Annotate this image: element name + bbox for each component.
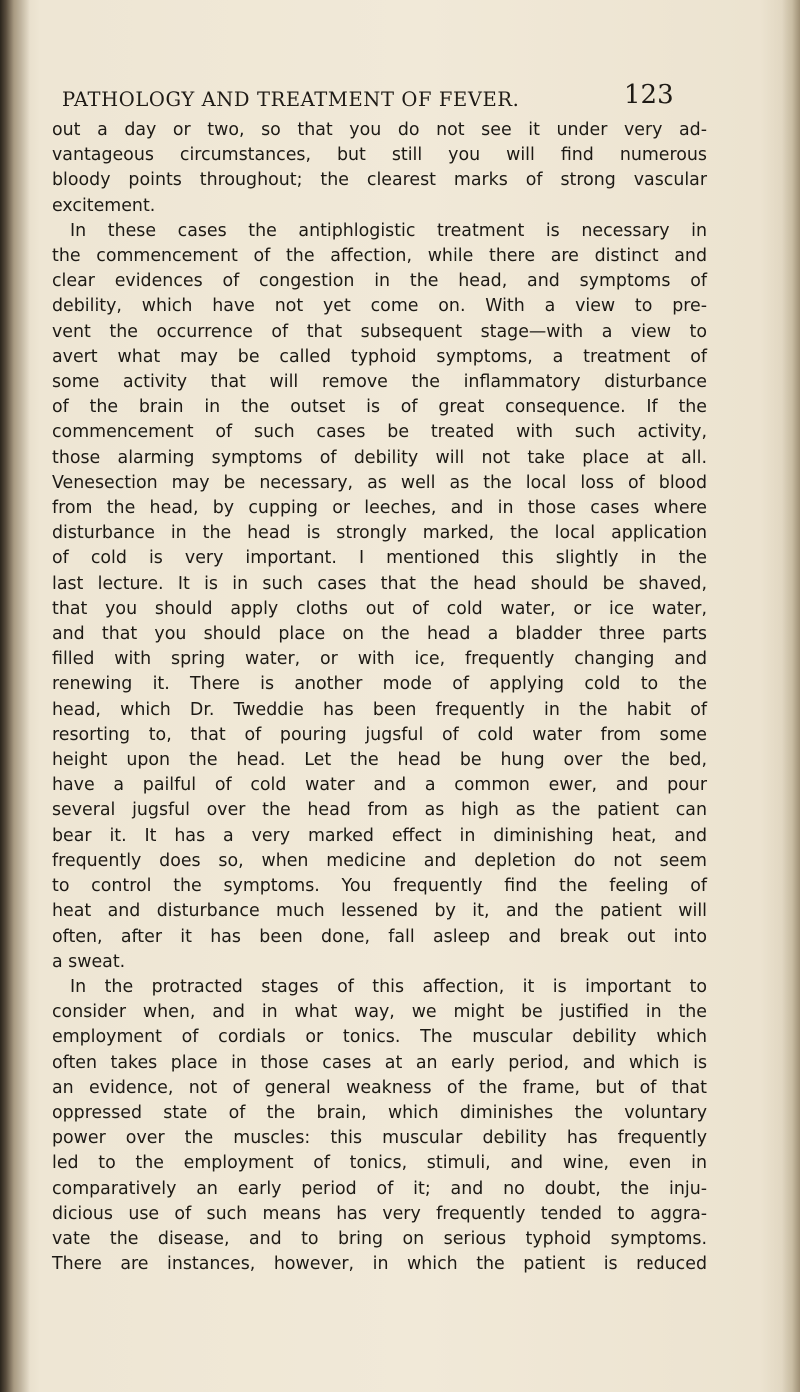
text-line: often, after it has been done, fall asleep and break out into bbox=[52, 926, 707, 947]
text-line: to control the symptoms. You frequently find the feeling of bbox=[52, 876, 707, 897]
text-line: commencement of such cases be treated with such activity, bbox=[52, 422, 707, 443]
text-line: In these cases the antiphlogistic treatment is necessary in bbox=[70, 220, 707, 241]
text-line: of cold is very important. I mentioned this slightly in the bbox=[52, 548, 707, 569]
page-number: 123 bbox=[624, 80, 674, 110]
text-line: debility, which have not yet come on. With a view to pre- bbox=[52, 296, 707, 317]
text-line: a sweat. bbox=[52, 951, 126, 972]
text-line: vantageous circumstances, but still you will find numerous bbox=[52, 145, 707, 166]
text-line: and that you should place on the head a bladder three parts bbox=[52, 624, 707, 645]
text-line: employment of cordials or tonics. The muscular debility which bbox=[52, 1027, 707, 1048]
text-line: the commencement of the affection, while there are distinct and bbox=[52, 246, 707, 267]
running-head: PATHOLOGY AND TREATMENT OF FEVER. bbox=[62, 88, 520, 111]
text-line: vent the occurrence of that subsequent stage—with a view to bbox=[52, 321, 707, 342]
text-line: some activity that will remove the inflammatory disturbance bbox=[52, 372, 707, 393]
text-line: led to the employment of tonics, stimuli, and wine, even in bbox=[52, 1153, 707, 1174]
text-line: disturbance in the head is strongly marked, the local application bbox=[52, 523, 707, 544]
text-line: oppressed state of the brain, which diminishes the voluntary bbox=[52, 1102, 707, 1123]
binding-shadow bbox=[0, 0, 30, 1392]
text-line: an evidence, not of general weakness of the frame, but of that bbox=[52, 1077, 707, 1098]
text-line: avert what may be called typhoid symptoms, a treatment of bbox=[52, 346, 707, 367]
text-line: out a day or two, so that you do not see it under very ad- bbox=[52, 120, 707, 140]
body-text bbox=[52, 118, 707, 1277]
text-line: comparatively an early period of it; and no doubt, the inju- bbox=[52, 1178, 707, 1199]
text-line: head, which Dr. Tweddie has been frequently in the habit of bbox=[52, 699, 707, 720]
text-line: Venesection may be necessary, as well as the local loss of blood bbox=[52, 472, 707, 493]
text-line: heat and disturbance much lessened by it, and the patient will bbox=[52, 901, 707, 922]
text-line: bear it. It has a very marked effect in diminishing heat, and bbox=[52, 825, 707, 846]
page-edge bbox=[782, 0, 800, 1392]
text-line: several jugsful over the head from as high as the patient can bbox=[52, 800, 707, 821]
text-line: height upon the head. Let the head be hung over the bed, bbox=[52, 750, 707, 771]
text-line: bloody points throughout; the clearest marks of strong vascular bbox=[52, 170, 707, 191]
text-line: In the protracted stages of this affection, it is important to bbox=[70, 976, 707, 997]
text-line: frequently does so, when medicine and depletion do not seem bbox=[52, 850, 707, 871]
text-line: of the brain in the outset is of great consequence. If the bbox=[52, 397, 707, 418]
text-line: resorting to, that of pouring jugsful of cold water from some bbox=[52, 724, 707, 745]
text-line: consider when, and in what way, we might be justified in the bbox=[52, 1002, 707, 1023]
text-line: those alarming symptoms of debility will not take place at all. bbox=[52, 447, 707, 468]
text-line: excitement. bbox=[52, 195, 156, 216]
text-line: filled with spring water, or with ice, frequently changing and bbox=[52, 649, 707, 670]
text-line: vate the disease, and to bring on serious typhoid symptoms. bbox=[52, 1228, 707, 1249]
text-line: renewing it. There is another mode of applying cold to the bbox=[52, 674, 707, 695]
text-line: power over the muscles: this muscular debility has frequently bbox=[52, 1128, 707, 1149]
text-line: dicious use of such means has very frequently tended to aggra- bbox=[52, 1203, 707, 1224]
text-line: There are instances, however, in which the patient is reduced bbox=[52, 1254, 707, 1275]
text-line: often takes place in those cases at an early period, and which is bbox=[52, 1052, 707, 1073]
text-line: have a pailful of cold water and a common ewer, and pour bbox=[52, 775, 707, 796]
text-line: from the head, by cupping or leeches, and in those cases where bbox=[52, 498, 707, 519]
text-line: that you should apply cloths out of cold water, or ice water, bbox=[52, 598, 707, 619]
text-line: last lecture. It is in such cases that the head should be shaved, bbox=[52, 573, 707, 594]
text-line: clear evidences of congestion in the head, and symptoms of bbox=[52, 271, 707, 292]
